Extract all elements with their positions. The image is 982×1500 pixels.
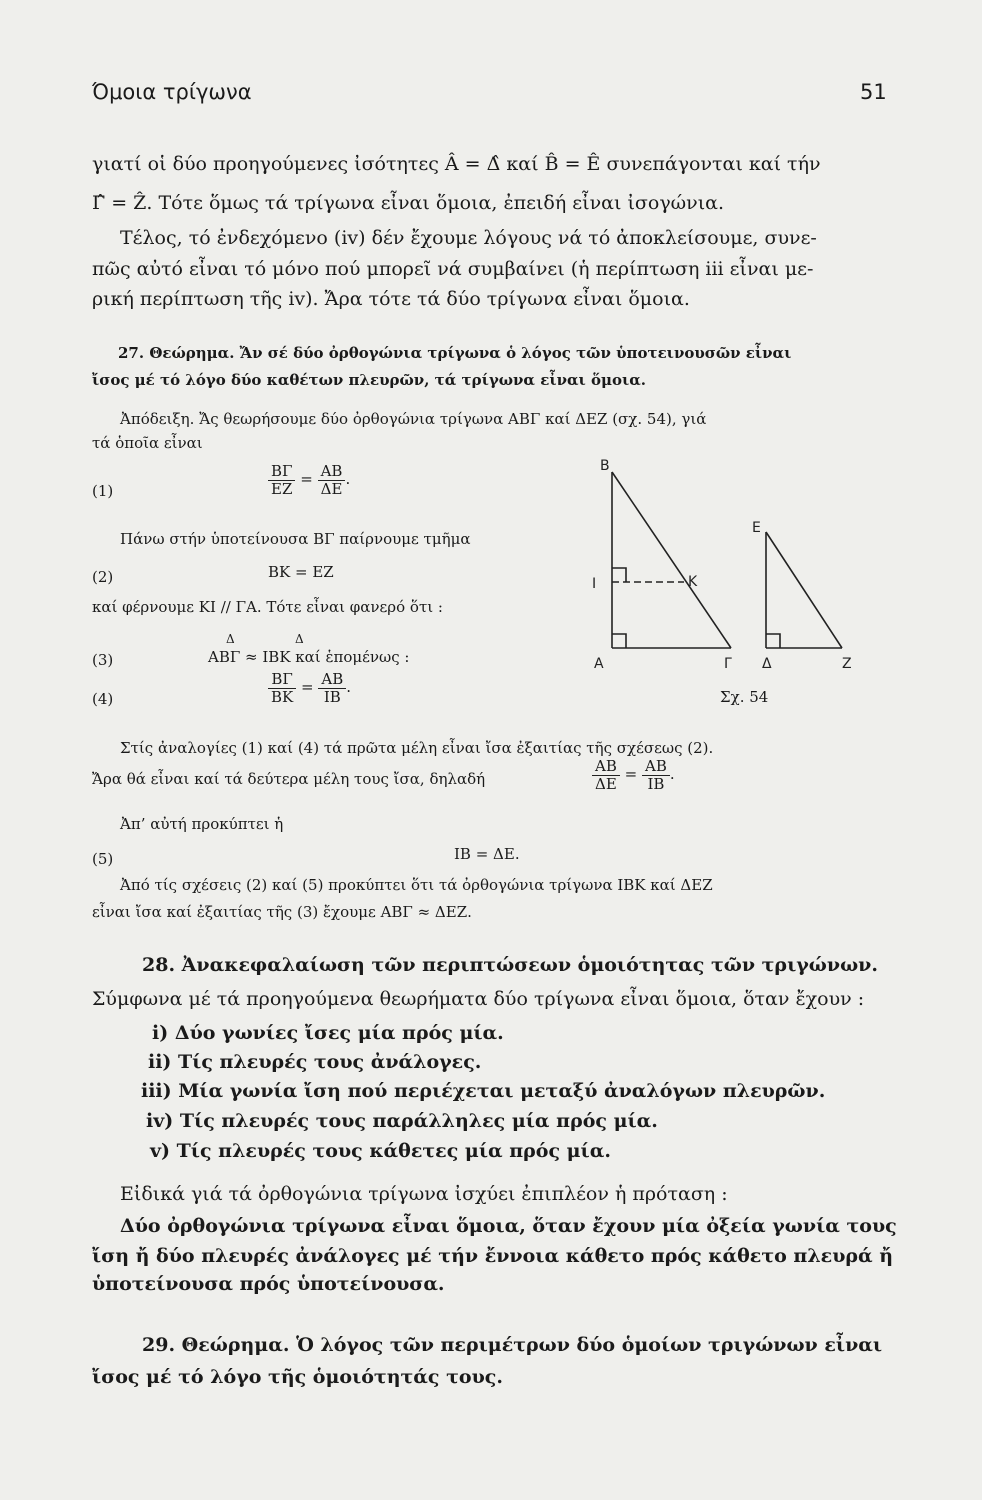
section-28-heading: 28. Ἀνακεφαλαίωση τῶν περιπτώσεων ὁμοιότητας τῶν τριγώνων. — [142, 954, 878, 976]
similarity-case-1: i) Δύο γωνίες ἴσες μία πρός μία. — [152, 1022, 504, 1044]
equation-1: $\frac{B\Gamma}{EZ}$ = $\frac{AB}{\Delta E}$ . — [268, 463, 350, 497]
equation-5: ΙΒ = ΔΕ. — [454, 845, 520, 863]
eq1-end: . — [345, 470, 351, 488]
eq4-end: . — [346, 678, 352, 696]
proof-line-8: Ἀπό τίς σχέσεις (2) καί (5) προκύπτει ὅτι τά ὀρθογώνια τρίγωνα ΙΒΚ καί ΔΕΖ — [120, 876, 713, 894]
label-I: I — [592, 576, 597, 592]
proof-line-5: Στίς ἀναλογίες (1) καί (4) τά πρῶτα μέλη εἶναι ἴσα ἐξαιτίας τῆς σχέσεως (2). — [120, 739, 714, 757]
eq4-numerator-1: ΒΓ — [268, 671, 295, 689]
equation-3-label: (3) — [92, 651, 114, 669]
eq4-numerator-2: ΑΒ — [318, 671, 346, 689]
side-EZ — [766, 532, 842, 648]
proof-line-2: τά ὁποῖα εἶναι — [92, 434, 203, 452]
intro-line-5: ρική περίπτωση τῆς iv). Ἄρα τότε τά δύο τρίγωνα εἶναι ὅμοια. — [92, 288, 690, 310]
proof-line-6-equation: $\frac{AB}{\Delta E}$ = $\frac{AB}{IB}$ . — [592, 758, 675, 792]
right-triangle-rule-line-2: ἴση ἤ δύο πλευρές ἀνάλογες μέ τήν ἔννοια κάθετο πρός κάθετο πλευρά ἤ — [92, 1245, 894, 1267]
equation-4: $\frac{B\Gamma}{BK}$ = $\frac{AB}{IB}$ . — [268, 671, 351, 705]
figure-caption: Σχ. 54 — [720, 688, 769, 706]
right-triangle-rule-line-3: ὑποτείνουσα πρός ὑποτείνουσα. — [92, 1273, 445, 1295]
intro-line-4: πῶς αὐτό εἶναι τό μόνο πού μπορεῖ νά συμβαίνει (ἡ περίπτωση iii εἶναι με- — [92, 258, 814, 280]
intro-line-2: Γ̂ = Ẑ. Τότε ὅμως τά τρίγωνα εἶναι ὅμοια, ἐπειδή εἶναι ἰσογώνια. — [92, 192, 725, 214]
label-Z: Z — [842, 656, 852, 672]
proof-line-9: εἶναι ἴσα καί ἐξαιτίας τῆς (3) ἔχουμε ΑΒΓ ≈ ΔΕΖ. — [92, 903, 472, 921]
proof-line-4: καί φέρνουμε ΚΙ // ΓΑ. Τότε εἶναι φανερό ὅτι : — [92, 598, 443, 616]
proof-line-1: Ἀπόδειξη. Ἄς θεωρήσουμε δύο ὀρθογώνια τρίγωνα ΑΒΓ καί ΔΕΖ (σχ. 54), γιά — [120, 410, 707, 428]
right-angle-I — [612, 568, 626, 582]
eq3-delta-2: Δ — [295, 632, 304, 646]
eq1-numerator-2: ΑΒ — [318, 463, 346, 481]
right-triangle-rule-line-1: Δύο ὀρθογώνια τρίγωνα εἶναι ὅμοια, ὅταν ἔχουν μία ὀξεία γωνία τους — [120, 1215, 897, 1237]
equation-5-label: (5) — [92, 850, 114, 868]
right-angle-A — [612, 634, 626, 648]
label-E: E — [752, 520, 761, 536]
label-G: Γ — [724, 656, 732, 672]
equation-3: ΑΒΓ ≈ ΙΒΚ καί ἑπομένως : — [208, 648, 410, 666]
side-BG — [612, 472, 731, 648]
eq4-denominator-1: ΒΚ — [271, 687, 294, 706]
special-case-intro: Εἰδικά γιά τά ὀρθογώνια τρίγωνα ἰσχύει ἐπιπλέον ἡ πρόταση : — [120, 1183, 728, 1205]
theorem-29-line-1: 29. Θεώρημα. Ὁ λόγος τῶν περιμέτρων δύο ὁμοίων τριγώνων εἶναι — [142, 1334, 883, 1356]
line6-numerator-1: ΑΒ — [592, 758, 620, 776]
equation-4-label: (4) — [92, 690, 114, 708]
theorem-27-line-2: ἴσος μέ τό λόγο δύο καθέτων πλευρῶν, τά τρίγωνα εἶναι ὅμοια. — [92, 371, 647, 389]
equation-2: ΒΚ = ΕΖ — [268, 563, 334, 581]
section-28-intro: Σύμφωνα μέ τά προηγούμενα θεωρήματα δύο τρίγωνα εἶναι ὅμοια, ὅταν ἔχουν : — [92, 988, 865, 1010]
line6-end: . — [669, 765, 675, 783]
proof-line-6: Ἄρα θά εἶναι καί τά δεύτερα μέλη τους ἴσα, δηλαδή — [92, 770, 486, 788]
label-D: Δ — [762, 656, 772, 672]
similarity-case-4: iv) Τίς πλευρές τους παράλληλες μία πρός μία. — [146, 1110, 658, 1132]
label-B: B — [600, 458, 610, 474]
intro-line-1: γιατί οἱ δύο προηγούμενες ἰσότητες Â = Δ̂ καί B̂ = Ê συνεπάγονται καί τήν — [92, 153, 821, 175]
eq1-denominator-2: ΔΕ — [320, 479, 343, 498]
intro-line-3: Τέλος, τό ἐνδεχόμενο (iv) δέν ἔχουμε λόγους νά τό ἀποκλείσουμε, συνε- — [120, 227, 817, 249]
equation-2-label: (2) — [92, 568, 114, 586]
page-number: 51 — [860, 80, 887, 104]
line6-denominator-2: ΙΒ — [647, 774, 665, 793]
line6-denominator-1: ΔΕ — [595, 774, 617, 793]
similarity-case-2: ii) Τίς πλευρές τους ἀνάλογες. — [148, 1051, 482, 1073]
proof-line-7: Ἀπ’ αὐτή προκύπτει ἡ — [120, 815, 284, 833]
theorem-27-line-1: 27. Θεώρημα. Ἄν σέ δύο ὀρθογώνια τρίγωνα ὁ λόγος τῶν ὑποτεινουσῶν εἶναι — [118, 344, 792, 362]
eq1-numerator-1: ΒΓ — [268, 463, 295, 481]
eq3-delta-1: Δ — [226, 632, 235, 646]
line6-numerator-2: ΑΒ — [642, 758, 670, 776]
similarity-case-3: iii) Μία γωνία ἴση πού περιέχεται μεταξύ ἀναλόγων πλευρῶν. — [141, 1080, 826, 1102]
label-A: A — [594, 656, 604, 672]
proof-line-3: Πάνω στήν ὑποτείνουσα ΒΓ παίρνουμε τμῆμα — [120, 530, 471, 548]
figure-54 — [580, 450, 880, 710]
theorem-29-line-2: ἴσος μέ τό λόγο τῆς ὁμοιότητάς τους. — [92, 1366, 503, 1388]
label-K: K — [688, 574, 698, 590]
similarity-case-5: v) Τίς πλευρές τους κάθετες μία πρός μία. — [150, 1140, 611, 1162]
eq1-denominator-1: ΕΖ — [271, 479, 293, 498]
right-angle-D — [766, 634, 780, 648]
equation-1-label: (1) — [92, 482, 114, 500]
eq4-denominator-2: ΙΒ — [323, 687, 341, 706]
running-header: Όμοια τρίγωνα — [92, 80, 252, 104]
